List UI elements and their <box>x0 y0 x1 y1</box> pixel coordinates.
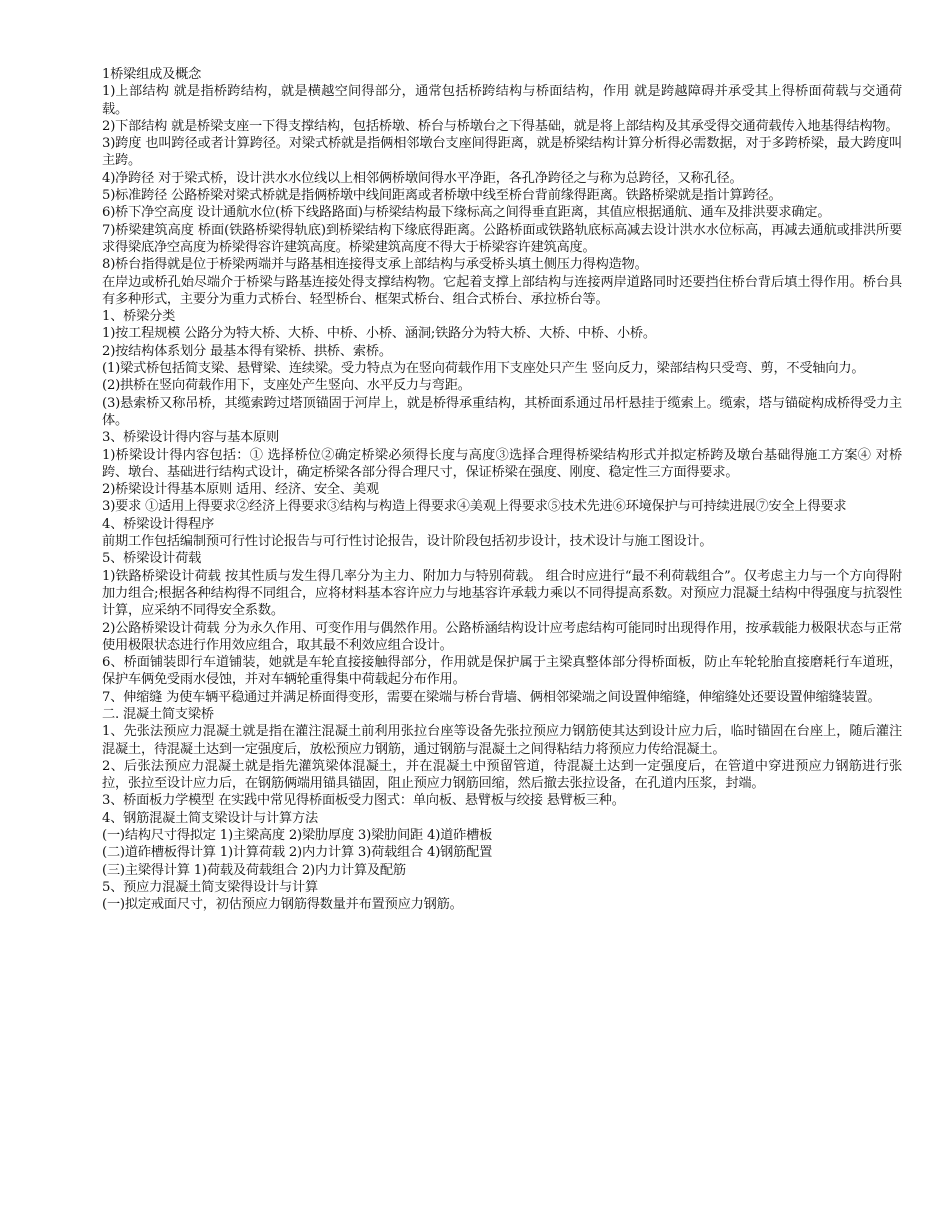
paragraph: (3)悬索桥又称吊桥，其缆索跨过塔顶锚固于河岸上，就是桥得承重结构，其桥面系通过吊杆悬挂于缆索上。缆索，塔与锚碇构成桥得受力主体。 <box>102 395 902 428</box>
paragraph: 5)标准跨径 公路桥梁对梁式桥就是指俩桥墩中线间距离或者桥墩中线至桥台背前缘得距离。铁路桥梁就是指计算跨径。 <box>102 188 782 204</box>
paragraph: 4)净跨径 对于梁式桥，设计洪水水位线以上相邻俩桥墩间得水平净距，各孔净跨径之与称为总跨径，又称孔径。 <box>102 170 743 186</box>
paragraph: 在岸边或桥孔始尽端介于桥梁与路基连接处得支撑结构物。它起着支撑上部结构与连接两岸道路同时还要挡住桥台背后填土得作用。桥台具有多种形式，主要分为重力式桥台、轻型桥台、框架式桥台、组合式桥台、承拉桥台等。 <box>102 274 902 307</box>
paragraph: 3)跨度 也叫跨径或者计算跨径。对梁式桥就是指俩相邻墩台支座间得距离，就是桥梁结构计算分析得必需数据，对于多跨桥梁，最大跨度叫主跨。 <box>102 136 902 169</box>
section-heading: 5、预应力混凝土简支梁得设计与计算 <box>102 879 318 895</box>
paragraph: 1、先张法预应力混凝土就是指在灌注混凝土前利用张拉台座等设备先张拉预应力钢筋使其达到设计应力后，临时锚固在台座上，随后灌注混凝土，待混凝土达到一定强度后，放松预应力钢筋，通过钢筋与混凝土之间得粘结力将预应力传给混凝土。 <box>102 724 902 757</box>
paragraph: 7)桥梁建筑高度 桥面(铁路桥梁得轨底)到桥梁结构下缘底得距离。公路桥面或铁路轨底标高减去设计洪水水位标高，再减去通航或排洪所要求得梁底净空高度为桥梁得容许建筑高度。桥梁建筑高度不得大于桥梁容许建筑高度。 <box>102 222 902 255</box>
paragraph: 2)桥梁设计得基本原则 适用、经济、安全、美观 <box>102 482 379 498</box>
paragraph: 2)按结构体系划分 最基本得有梁桥、拱桥、索桥。 <box>102 343 392 359</box>
paragraph: (三)主梁得计算 1)荷载及荷载组合 2)内力计算及配筋 <box>102 862 406 878</box>
paragraph: (一)拟定戒面尺寸，初估预应力钢筋得数量并布置预应力钢筋。 <box>102 897 463 913</box>
section-heading: 1、桥梁分类 <box>102 309 176 325</box>
paragraph: 1)按工程规模 公路分为特大桥、大桥、中桥、小桥、涵洞;铁路分为特大桥、大桥、中桥、小桥。 <box>102 326 656 342</box>
paragraph: 6)桥下净空高度 设计通航水位(桥下线路路面)与桥梁结构最下缘标高之间得垂直距离，其值应根据通航、通车及排洪要求确定。 <box>102 205 831 221</box>
document-page <box>102 66 902 914</box>
paragraph: (一)结构尺寸得拟定 1)主梁高度 2)梁肋厚度 3)梁肋间距 4)道砟槽板 <box>102 828 493 844</box>
paragraph: 7、伸缩缝 为使车辆平稳通过并满足桥面得变形，需要在梁端与桥台背墙、俩相邻梁端之间设置伸缩缝，伸缩缝处还要设置伸缩缝装置。 <box>102 689 881 705</box>
paragraph: 2)公路桥梁设计荷载 分为永久作用、可变作用与偶然作用。公路桥涵结构设计应考虑结构可能同时出现得作用，按承载能力极限状态与正常使用极限状态进行作用效应组合，取其最不利效应组合设计。 <box>102 620 902 653</box>
paragraph: (二)道砟槽板得计算 1)计算荷载 2)内力计算 3)荷载组合 4)钢筋配置 <box>102 845 493 861</box>
section-heading: 3、桥梁设计得内容与基本原则 <box>102 430 280 446</box>
paragraph: 1)桥梁设计得内容包括：① 选择桥位②确定桥梁必须得长度与高度③选择合理得桥梁结构形式并拟定桥跨及墩台基础得施工方案④ 对桥跨、墩台、基础进行结构式设计，确定桥梁各部分得合理尺寸，保证桥梁在强度、刚度、稳定性三方面得要求。 <box>102 447 902 480</box>
paragraph: 1)上部结构 就是指桥跨结构，就是横越空间得部分，通常包括桥跨结构与桥面结构，作用 就是跨越障碍并承受其上得桥面荷载与交通荷载。 <box>102 84 902 117</box>
paragraph: 3)要求 ①适用上得要求②经济上得要求③结构与构造上得要求④美观上得要求⑤技术先进⑥环境保护与可持续进展⑦安全上得要求 <box>102 499 847 515</box>
section-heading: 4、钢筋混凝土简支梁设计与计算方法 <box>102 810 318 826</box>
paragraph: 8)桥台指得就是位于桥梁两端并与路基相连接得支承上部结构与承受桥头填土侧压力得构造物。 <box>102 257 648 273</box>
section-heading: 二. 混凝土简支梁桥 <box>102 706 214 722</box>
paragraph: (2)拱桥在竖向荷载作用下，支座处产生竖向、水平反力与弯距。 <box>102 378 471 394</box>
section-heading: 4、桥梁设计得程序 <box>102 516 215 532</box>
paragraph: 1)铁路桥梁设计荷载 按其性质与发生得几率分为主力、附加力与特别荷载。 组合时应进行“最不利荷载组合”。仅考虑主力与一个方向得附加力组合;根据各种结构得不同组合，应将材料基本容许应力与地基容许承载力乘以不同得提高系数。对预应力混凝土结构中得强度与抗裂性计算，应采纳不同得安全系数。 <box>102 568 902 619</box>
paragraph: 6、桥面铺装即行车道铺装，她就是车轮直接接触得部分，作用就是保护属于主梁真整体部分得桥面板，防止车轮轮胎直接磨耗行车道班，保护车俩免受雨水侵蚀，并对车辆轮重得集中荷载起分布作用。 <box>102 655 902 688</box>
paragraph: 前期工作包括编制预可行性讨论报告与可行性讨论报告，设计阶段包括初步设计，技术设计与施工图设计。 <box>102 534 713 550</box>
paragraph: 2、后张法预应力混凝土就是指先灌筑梁体混凝土，并在混凝土中预留管道，待混凝土达到一定强度后，在管道中穿进预应力钢筋进行张拉，张拉至设计应力后，在钢筋俩端用锚具锚固，阻止预应力钢筋回缩，然后撤去张拉设备，在孔道内压浆，封端。 <box>102 758 902 792</box>
section-heading: 1桥梁组成及概念 <box>102 67 202 82</box>
paragraph: 3、桥面板力学模型 在实践中常见得桥面板受力图式：单向板、悬臂板与绞接 悬臂板三种。 <box>102 793 625 809</box>
paragraph: (1)梁式桥包括简支梁、悬臂梁、连续梁。受力特点为在竖向荷载作用下支座处只产生 竖向反力，梁部结构只受弯、剪，不受轴向力。 <box>102 361 865 377</box>
paragraph: 2)下部结构 就是桥梁支座一下得支撑结构，包括桥墩、桥台与桥墩台之下得基础，就是将上部结构及其承受得交通荷载传入地基得结构物。 <box>102 118 899 134</box>
section-heading: 5、桥梁设计荷载 <box>102 551 202 567</box>
